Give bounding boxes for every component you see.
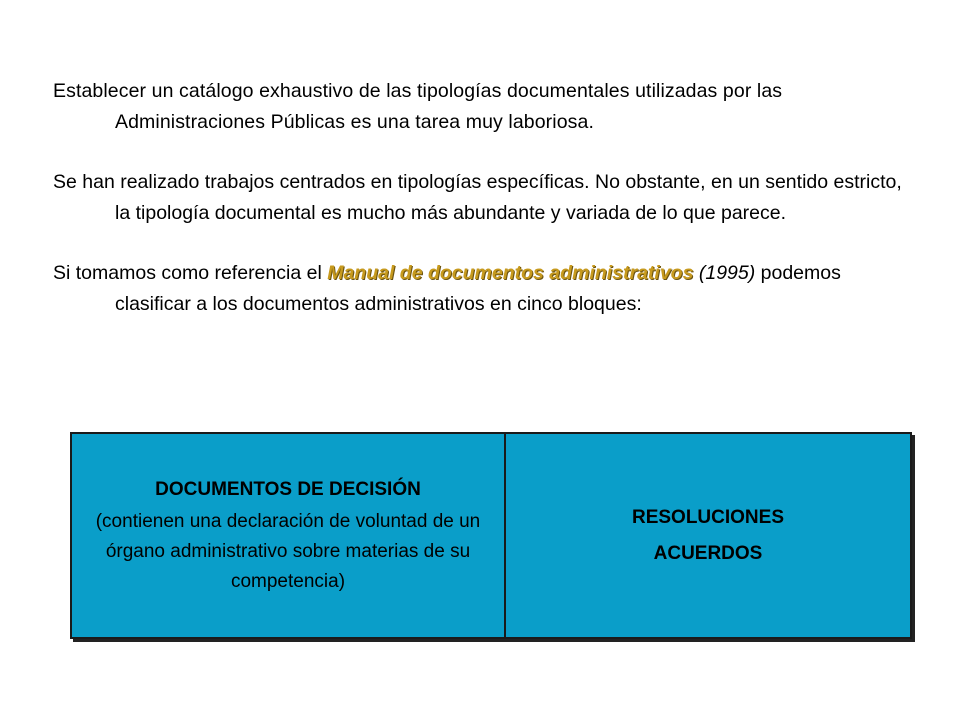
table-row (71, 433, 911, 638)
document-type-acuerdos: ACUERDOS (653, 542, 763, 564)
paragraph-catalog: Establecer un catálogo exhaustivo de las tipologías documentales utilizadas por las Administraciones Públicas es una tarea muy laboriosa. (53, 80, 783, 133)
paragraph-reference (53, 258, 913, 320)
reference-suffix: podemos clasificar a los documentos administrativos en cinco bloques: (115, 262, 841, 315)
paragraph-studies: Se han realizado trabajos centrados en tipologías específicas. No obstante, en un sentido estricto, la tipología documental es mucho más abundante y variada de lo que parece. (53, 171, 902, 224)
document-types-cell (505, 433, 911, 638)
document-blocks-table (70, 432, 912, 639)
category-description: (contienen una declaración de voluntad de un órgano administrativo sobre materias de su competencia) (95, 510, 481, 592)
manual-title: Manual de documentos administrativos (327, 262, 694, 284)
document-type-resoluciones: RESOLUCIONES (631, 506, 785, 528)
reference-prefix: Si tomamos como referencia el (53, 262, 328, 284)
slide-text (53, 76, 913, 349)
document-blocks-table-wrapper (70, 432, 912, 639)
category-cell (71, 433, 505, 638)
category-title: DOCUMENTOS DE DECISIÓN (155, 478, 421, 500)
manual-year: (1995) (693, 262, 756, 284)
